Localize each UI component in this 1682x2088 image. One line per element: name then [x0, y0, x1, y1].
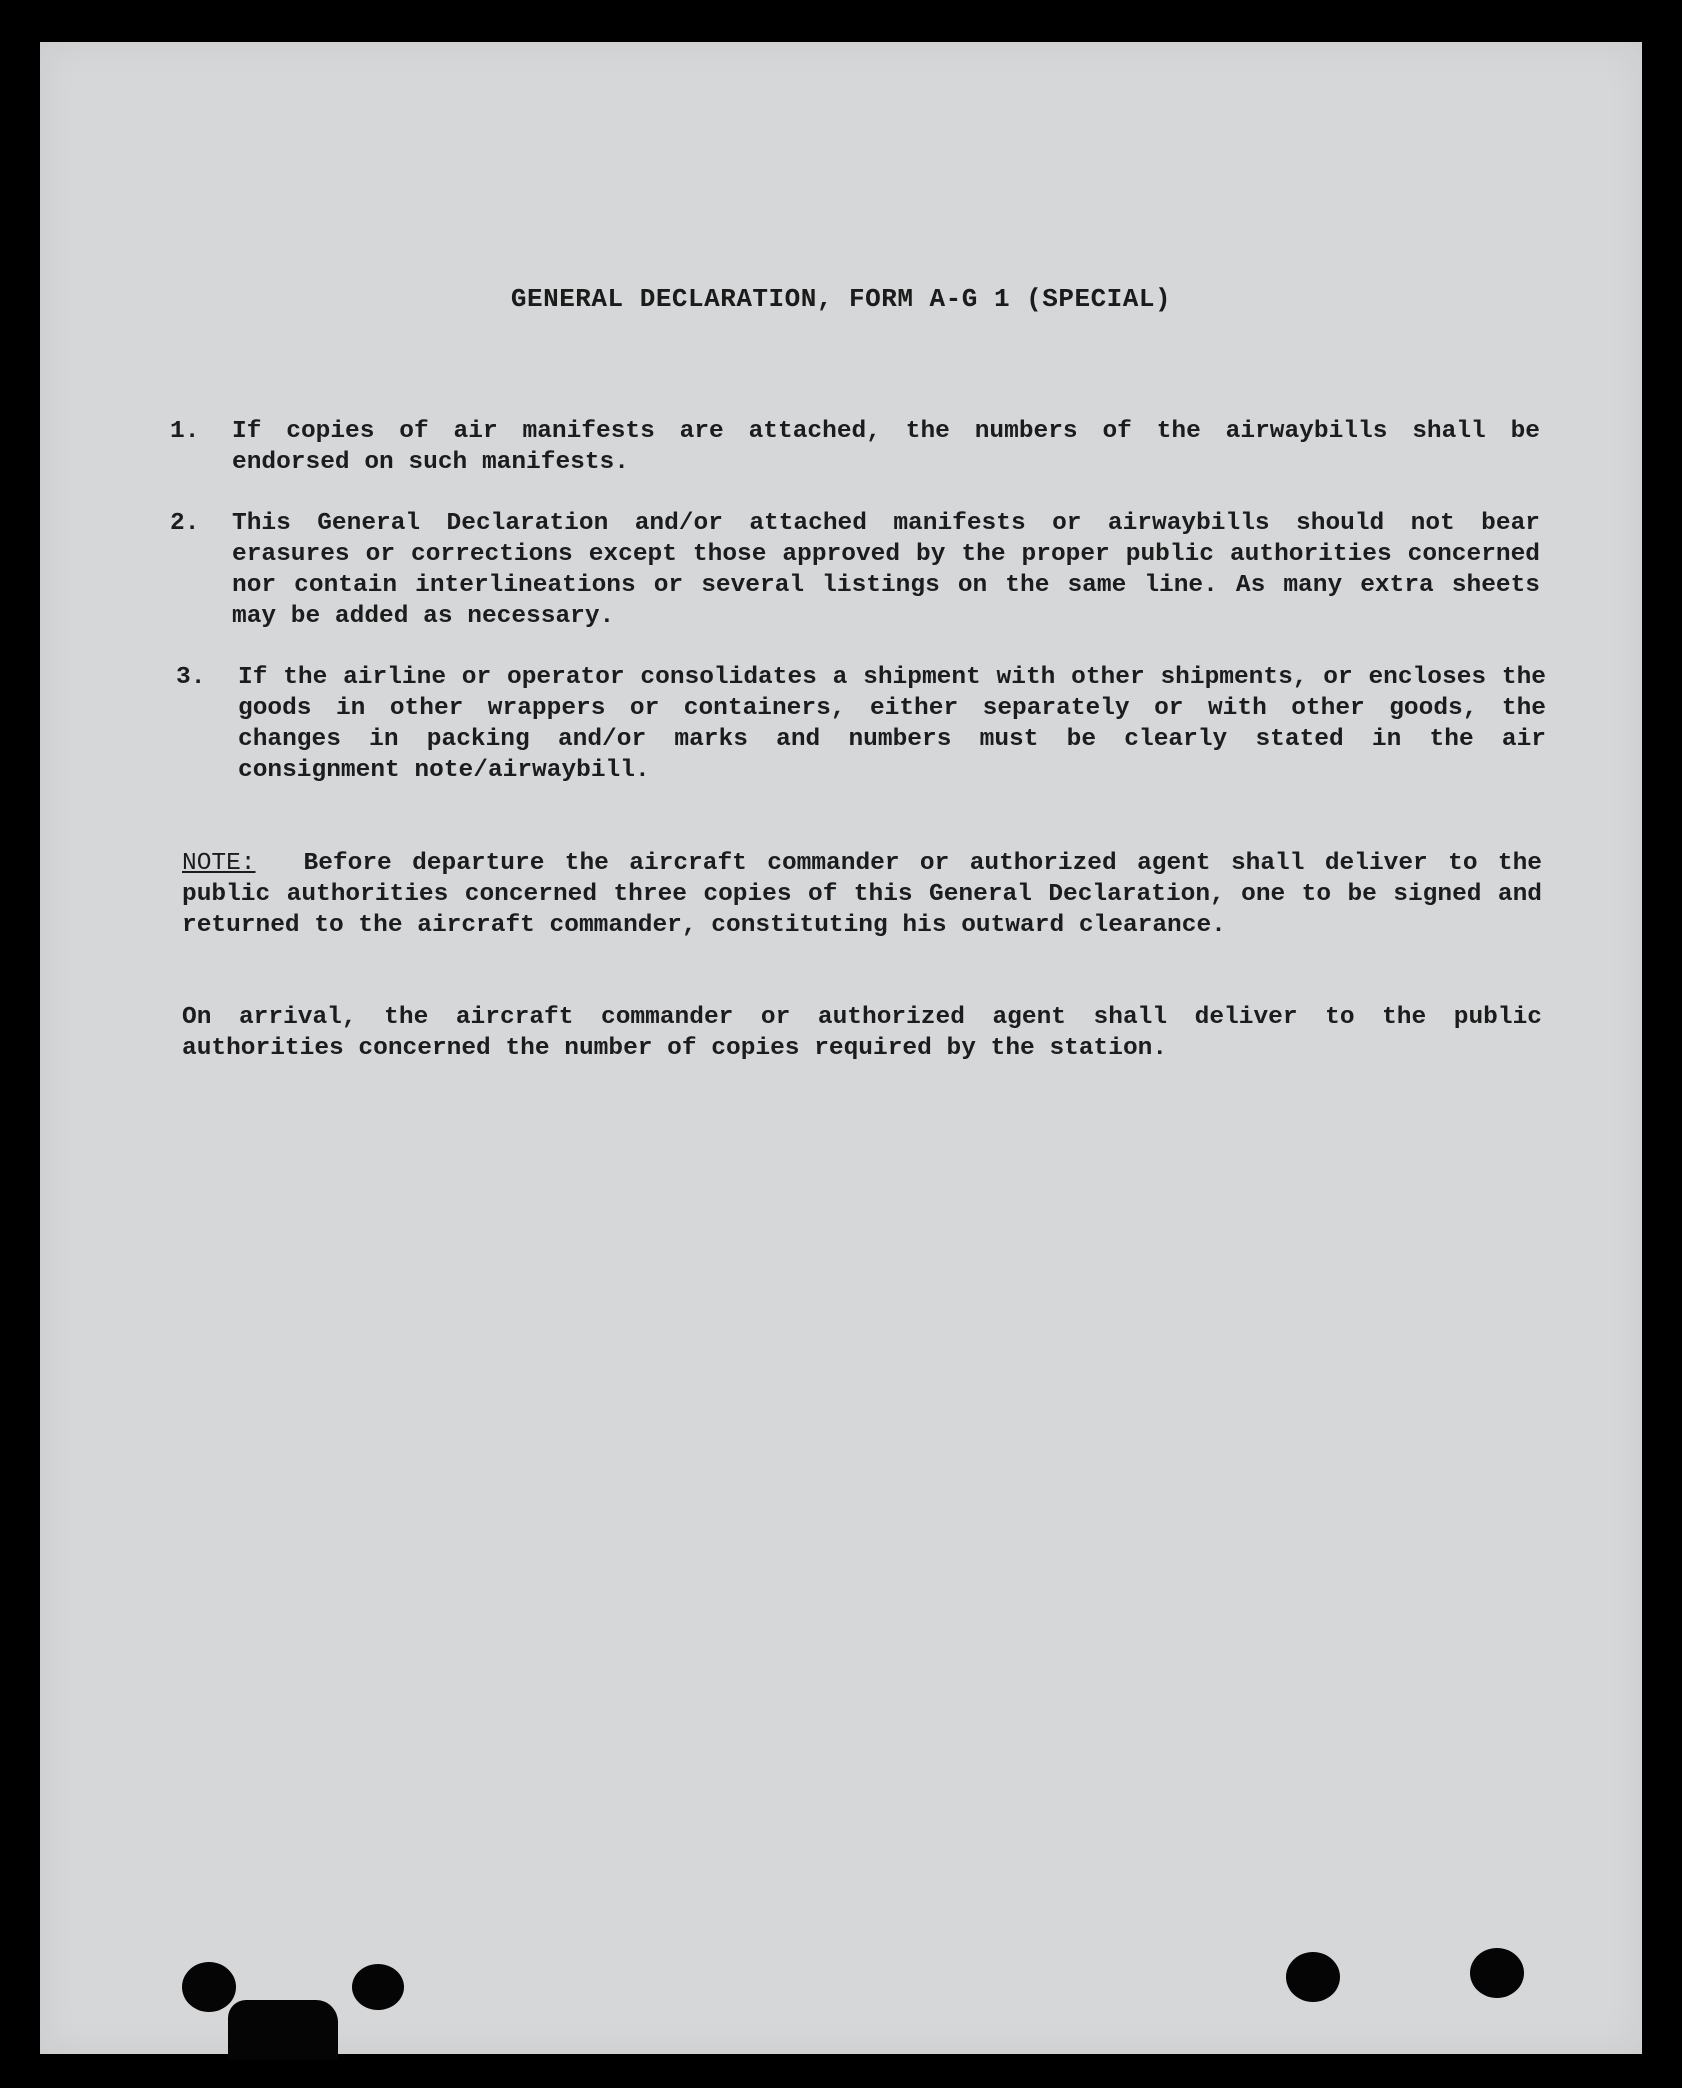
punch-hole — [182, 1962, 236, 2012]
instruction-item-2 — [170, 508, 1540, 632]
instruction-item-1 — [170, 416, 1540, 478]
item-text: This General Declaration and/or attached manifests or airwaybills should not bear erasures or corrections except those approved by the proper public authorities concerned nor contain interlineations or several listings on the same line. As many extra sheets may be added as necessary. — [232, 510, 1540, 630]
item-number: 2. — [170, 510, 200, 537]
item-number: 1. — [170, 418, 200, 445]
punch-hole — [352, 1964, 404, 2010]
instruction-item-3 — [176, 662, 1546, 786]
torn-edge-tab — [228, 2000, 338, 2060]
arrival-paragraph: On arrival, the aircraft commander or authorized agent shall deliver to the public authorities concerned the number of copies required by the station. — [182, 1004, 1542, 1062]
note-paragraph — [182, 848, 1542, 941]
document-page — [40, 42, 1642, 2054]
punch-hole — [1286, 1952, 1340, 2002]
item-text: If the airline or operator consolidates a shipment with other shipments, or encloses the goods in other wrappers or containers, either separately or with other goods, the changes in packing and/or marks and numbers must be clearly stated in the air consignment note/airwaybill. — [238, 664, 1546, 784]
punch-hole — [1470, 1948, 1524, 1998]
item-number: 3. — [176, 664, 206, 691]
document-title: GENERAL DECLARATION, FORM A-G 1 (SPECIAL) — [510, 284, 1172, 314]
note-text: Before departure the aircraft commander or authorized agent shall deliver to the public authorities concerned three copies of this General Declaration, one to be signed and returned to the aircraft commander, constituting his outward clearance. — [182, 850, 1542, 939]
item-text: If copies of air manifests are attached, the numbers of the airwaybills shall be endorsed on such manifests. — [232, 418, 1540, 476]
note-label: NOTE: — [182, 850, 256, 877]
